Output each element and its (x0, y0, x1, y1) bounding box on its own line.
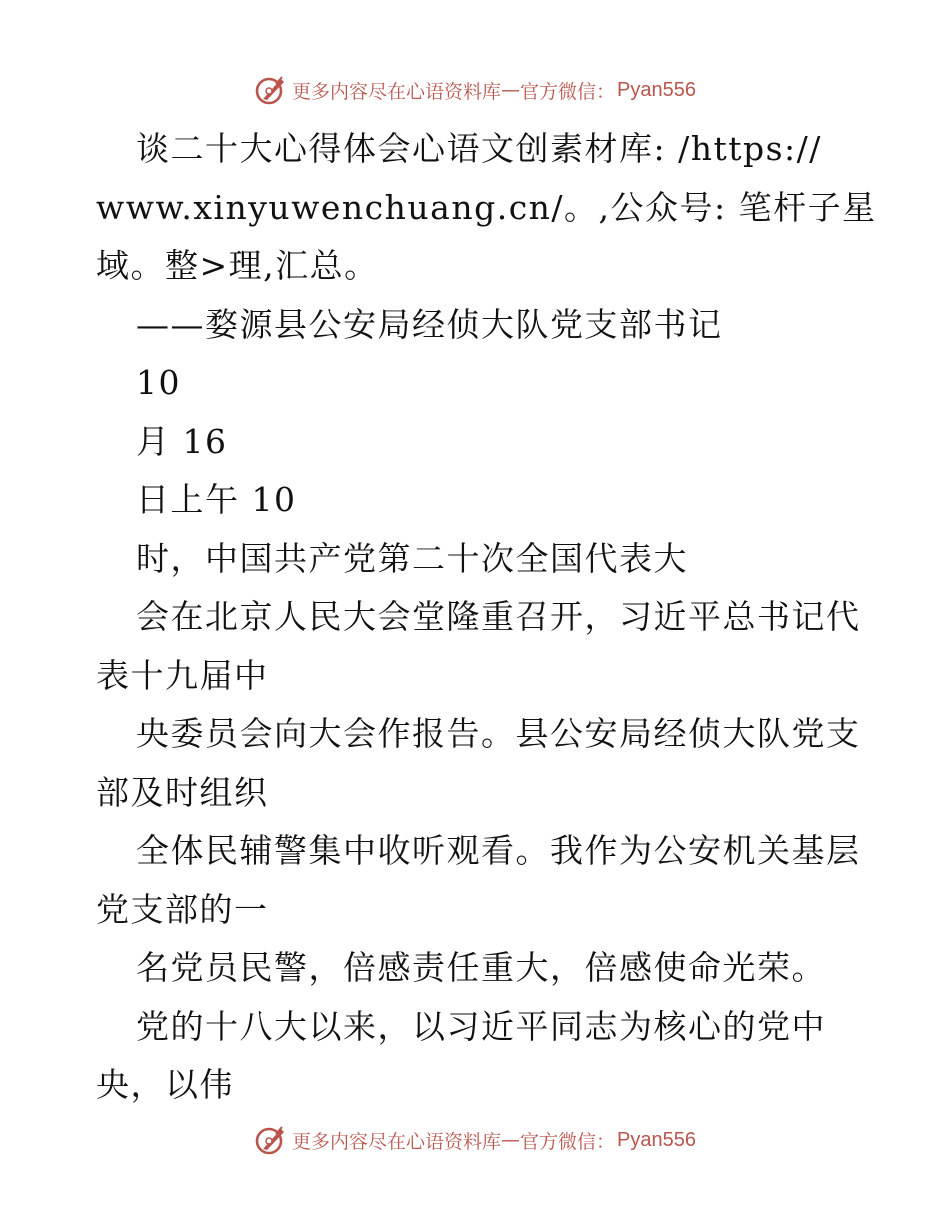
quill-logo-icon (254, 73, 288, 107)
document-body (96, 120, 877, 1115)
text-line: 部及时组织 (96, 772, 269, 812)
text-line: 谈二十大心得体会心语文创素材库: /https:// (136, 129, 822, 168)
text-line: 党的十八大以来，以习近平同志为核心的党中 (136, 1006, 826, 1046)
text-line: 央，以伟 (96, 1065, 234, 1104)
footer-watermark (0, 1122, 950, 1158)
watermark-wechat-label: 官方微信： (520, 1130, 616, 1153)
text-line: 会在北京人民大会堂隆重召开，习近平总书记代 (136, 597, 861, 636)
watermark-text: 更多内容尽在心语资料库 (292, 1130, 502, 1153)
text-line: 党支部的一 (96, 889, 269, 929)
text-line: 表十九届中 (96, 655, 269, 695)
watermark-wechat-label: 官方微信： (520, 80, 616, 103)
watermark-text: 更多内容尽在心语资料库 (292, 80, 502, 103)
text-line: 月 16 (136, 421, 228, 461)
quill-logo-icon (254, 1123, 288, 1157)
watermark-wechat-id: Pyan556 (617, 1128, 696, 1151)
text-line: 时，中国共产党第二十次全国代表大 (136, 538, 688, 578)
text-line: 全体民辅警集中收听观看。我作为公安机关基层 (136, 831, 861, 870)
text-line: 日上午 10 (136, 480, 297, 519)
text-line: 名党员民警，倍感责任重大，倍感使命光荣。 (136, 948, 826, 987)
text-line: 域。整>理,汇总。 (96, 246, 379, 285)
watermark-separator: — (501, 79, 521, 101)
watermark-wechat-id: Pyan556 (617, 78, 696, 101)
text-line: www.xinyuwenchuang.cn/。,公众号: 笔杆子星 (96, 187, 877, 227)
text-line: 10 (136, 363, 181, 402)
text-line: 央委员会向大会作报告。县公安局经侦大队党支 (136, 714, 861, 753)
header-watermark (0, 72, 950, 108)
watermark-separator: — (501, 1129, 521, 1151)
text-line: ——婺源县公安局经侦大队党支部书记 (136, 304, 723, 344)
